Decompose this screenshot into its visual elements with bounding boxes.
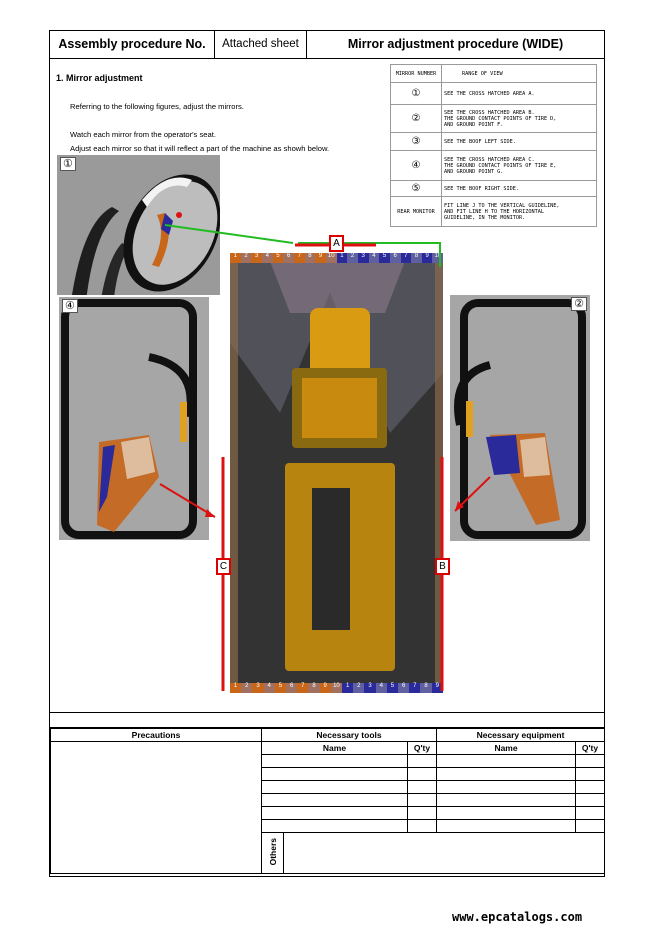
range-desc-2: SEE THE CROSS HATCHED AREA B. THE GROUND CONTACT POINTS OF TIRE D, AND GROUND POINT F. bbox=[442, 105, 597, 133]
others-label-cell bbox=[262, 833, 284, 874]
area-c-label: C bbox=[216, 558, 231, 575]
range-desc-4: SEE THE CROSS HATCHED AREA C. THE GROUND CONTACT POINTS OF TIRE E, AND GROUND POINT G. bbox=[442, 151, 597, 181]
precautions-header: Precautions bbox=[51, 729, 262, 742]
table-cell bbox=[262, 820, 408, 833]
mirror-2-tag: ② bbox=[571, 297, 587, 311]
table-cell bbox=[262, 794, 408, 807]
precautions-cell bbox=[51, 742, 262, 874]
grid-num: 1 bbox=[230, 683, 241, 693]
instruction-text-1: Referring to the following figures, adjust the mirrors. bbox=[70, 102, 244, 111]
equipment-name-header: Name bbox=[437, 742, 576, 755]
grid-num: 4 bbox=[369, 253, 380, 263]
grid-num: 9 bbox=[432, 683, 443, 693]
grid-num: 8 bbox=[420, 683, 431, 693]
grid-num: 9 bbox=[320, 683, 331, 693]
table-cell bbox=[408, 768, 437, 781]
requirements-spacer bbox=[50, 712, 604, 728]
requirements-table bbox=[50, 728, 605, 874]
grid-num: 3 bbox=[251, 253, 262, 263]
tools-name-header: Name bbox=[262, 742, 408, 755]
col-mirror-number: MIRROR NUMBER bbox=[391, 65, 442, 83]
grid-num: 10 bbox=[326, 253, 337, 263]
table-cell bbox=[262, 768, 408, 781]
table-cell bbox=[262, 781, 408, 794]
table-cell bbox=[437, 781, 576, 794]
table-cell bbox=[576, 781, 605, 794]
table-cell bbox=[576, 820, 605, 833]
grid-num: 2 bbox=[241, 683, 252, 693]
grid-num: 6 bbox=[390, 253, 401, 263]
necessary-equipment-header: Necessary equipment bbox=[437, 729, 605, 742]
footer-website: www.epcatalogs.com bbox=[452, 910, 583, 924]
grid-num: 7 bbox=[401, 253, 412, 263]
grid-num: 1 bbox=[230, 253, 241, 263]
table-cell bbox=[408, 820, 437, 833]
table-cell bbox=[437, 807, 576, 820]
green-guide-line bbox=[165, 225, 293, 243]
mirror-num-1: ① bbox=[391, 83, 442, 105]
mirror-num-5: ⑤ bbox=[391, 181, 442, 197]
requirements-section bbox=[50, 712, 604, 874]
table-cell bbox=[262, 755, 408, 768]
grid-num: 2 bbox=[353, 683, 364, 693]
table-cell bbox=[437, 755, 576, 768]
mirror-1-tag: ① bbox=[60, 157, 76, 171]
grid-num: 2 bbox=[347, 253, 358, 263]
grid-num: 4 bbox=[376, 683, 387, 693]
table-cell bbox=[576, 755, 605, 768]
mirror-num-4: ④ bbox=[391, 151, 442, 181]
grid-num: 5 bbox=[275, 683, 286, 693]
table-cell bbox=[408, 794, 437, 807]
grid-num: 5 bbox=[379, 253, 390, 263]
green-guide-corner bbox=[298, 243, 440, 267]
area-a-label: A bbox=[329, 235, 344, 252]
table-cell bbox=[408, 781, 437, 794]
range-desc-rear-monitor: FIT LINE J TO THE VERTICAL GUIDELINE, AND FIT LINE H TO THE HORIZONTAL GUIDELINE, IN THE MONITOR. bbox=[442, 197, 597, 227]
grid-num: 9 bbox=[422, 253, 433, 263]
rear-monitor-label: REAR MONITOR bbox=[391, 197, 442, 227]
grid-num: 1 bbox=[342, 683, 353, 693]
grid-num: 2 bbox=[241, 253, 252, 263]
grid-num: 9 bbox=[315, 253, 326, 263]
attached-sheet-label: Attached sheet bbox=[215, 31, 307, 58]
grid-num: 3 bbox=[364, 683, 375, 693]
table-cell bbox=[262, 807, 408, 820]
grid-num: 4 bbox=[264, 683, 275, 693]
procedure-sheet bbox=[49, 30, 605, 877]
assembly-procedure-label: Assembly procedure No. bbox=[50, 31, 215, 58]
others-label: Others bbox=[267, 838, 278, 866]
grid-num: 8 bbox=[308, 683, 319, 693]
area-b-label: B bbox=[435, 558, 450, 575]
range-desc-1: SEE THE CROSS HATCHED AREA A. bbox=[442, 83, 597, 105]
grid-num: 10 bbox=[432, 253, 443, 263]
grid-num: 7 bbox=[297, 683, 308, 693]
grid-num: 8 bbox=[305, 253, 316, 263]
mirror-num-3: ③ bbox=[391, 133, 442, 151]
table-cell bbox=[576, 794, 605, 807]
table-cell bbox=[437, 820, 576, 833]
grid-num: 6 bbox=[398, 683, 409, 693]
table-cell bbox=[437, 768, 576, 781]
grid-num: 5 bbox=[387, 683, 398, 693]
grid-num: 7 bbox=[294, 253, 305, 263]
table-cell bbox=[408, 755, 437, 768]
col-range-of-view: RANGE OF VIEW bbox=[442, 65, 597, 83]
table-cell bbox=[437, 794, 576, 807]
grid-num: 3 bbox=[252, 683, 263, 693]
table-cell bbox=[576, 768, 605, 781]
necessary-tools-header: Necessary tools bbox=[262, 729, 437, 742]
grid-num: 1 bbox=[337, 253, 348, 263]
grid-num: 7 bbox=[409, 683, 420, 693]
page-title: Mirror adjustment procedure (WIDE) bbox=[347, 37, 564, 51]
table-cell bbox=[408, 807, 437, 820]
range-desc-3: SEE THE BOOF LEFT SIDE. bbox=[442, 133, 597, 151]
grid-num: 10 bbox=[331, 683, 342, 693]
equipment-qty-header: Q'ty bbox=[576, 742, 605, 755]
table-cell bbox=[576, 807, 605, 820]
grid-num: 8 bbox=[411, 253, 422, 263]
instruction-text-2: Watch each mirror from the operator's seat. bbox=[70, 130, 216, 139]
mirror-4-tag: ④ bbox=[62, 299, 78, 313]
grid-num: 6 bbox=[283, 253, 294, 263]
range-desc-5: SEE THE BOOF RIGHT SIDE. bbox=[442, 181, 597, 197]
others-cell bbox=[284, 833, 605, 874]
grid-num: 6 bbox=[286, 683, 297, 693]
grid-num: 5 bbox=[273, 253, 284, 263]
mirror-num-2: ② bbox=[391, 105, 442, 133]
section-heading: 1. Mirror adjustment bbox=[56, 73, 143, 83]
instruction-text-3: Adjust each mirror so that it will reflect a part of the machine as showh below. bbox=[70, 144, 330, 153]
tools-qty-header: Q'ty bbox=[408, 742, 437, 755]
grid-num: 3 bbox=[358, 253, 369, 263]
grid-num: 4 bbox=[262, 253, 273, 263]
annotation-overlay bbox=[50, 31, 606, 711]
